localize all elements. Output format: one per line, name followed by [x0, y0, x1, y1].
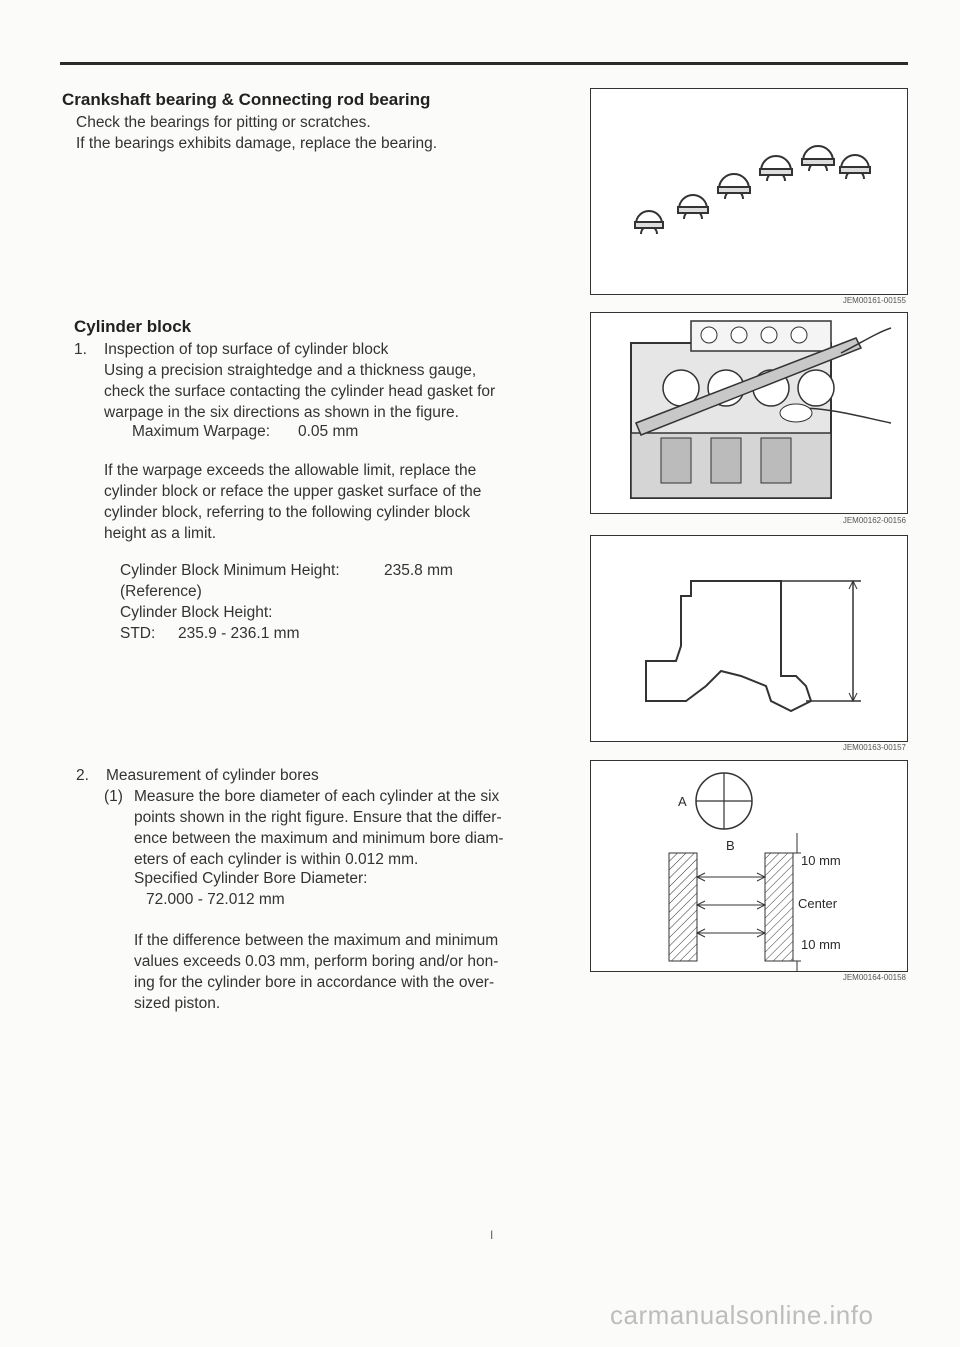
item2-body-line-1: Measure the bore diameter of each cylinder at the six	[134, 788, 500, 805]
section-title-crankshaft-bearing: Crankshaft bearing & Connecting rod bearing	[62, 90, 431, 109]
item1-body-line-2: check the surface contacting the cylinder head gasket for	[104, 383, 496, 400]
item1-number: 1.	[74, 341, 87, 358]
item1-body2-line-1: If the warpage exceeds the allowable limit, replace the	[104, 462, 477, 479]
figure3-caption: JEM00163-00157	[842, 743, 906, 752]
bearings-illustration	[591, 89, 907, 294]
figure2-caption: JEM00162-00156	[842, 516, 906, 525]
section1-line-1: Check the bearings for pitting or scratches.	[76, 114, 371, 131]
bore-label-b: B	[726, 838, 735, 853]
item1-body2-line-2: cylinder block or reface the upper gasket surface of the	[104, 483, 482, 500]
bore-label-center: Center	[798, 896, 838, 911]
item2-number: 2.	[76, 767, 89, 784]
figure-bearings	[590, 88, 908, 295]
item2-body-line-4: eters of each cylinder is within 0.012 mm.	[134, 851, 419, 868]
block-height-profile	[591, 536, 907, 741]
std-value: 235.9 - 236.1 mm	[178, 625, 300, 642]
item2-heading: Measurement of cylinder bores	[106, 767, 319, 784]
bore-diameter-label: Specified Cylinder Bore Diameter:	[134, 870, 368, 887]
bore-label-top-10mm: 10 mm	[801, 853, 841, 868]
item2-body2-line-3: ing for the cylinder bore in accordance with the over-	[134, 974, 495, 991]
item1-body2-line-3: cylinder block, referring to the following cylinder block	[104, 504, 471, 521]
cylinder-block-illustration	[591, 313, 907, 513]
bore-diameter-value: 72.000 - 72.012 mm	[146, 891, 285, 908]
section-title-cylinder-block: Cylinder block	[74, 317, 192, 336]
item2-sub-number: (1)	[104, 788, 123, 805]
bore-measurement-diagram	[591, 761, 907, 971]
top-rule	[60, 62, 908, 65]
section1-line-2: If the bearings exhibits damage, replace the bearing.	[76, 135, 438, 152]
reference-label: (Reference)	[120, 583, 202, 600]
figure-bore-measurement	[590, 760, 908, 972]
max-warpage-value: 0.05 mm	[298, 423, 359, 440]
min-height-value: 235.8 mm	[384, 562, 453, 579]
block-height-label: Cylinder Block Height:	[120, 604, 273, 621]
item2-body-line-3: ence between the maximum and minimum bore diam-	[134, 830, 504, 847]
figure-block-height	[590, 535, 908, 742]
item1-body-line-1: Using a precision straightedge and a thickness gauge,	[104, 362, 477, 379]
std-label: STD:	[120, 625, 156, 642]
item1-body-line-3: warpage in the six directions as shown in the figure.	[104, 404, 459, 421]
min-height-label: Cylinder Block Minimum Height:	[120, 562, 340, 579]
item1-heading: Inspection of top surface of cylinder block	[104, 341, 389, 358]
figure1-caption: JEM00161-00155	[842, 296, 906, 305]
item2-body2-line-1: If the difference between the maximum and minimum	[134, 932, 499, 949]
bore-label-bottom-10mm: 10 mm	[801, 937, 841, 952]
item2-body2-line-2: values exceeds 0.03 mm, perform boring and/or hon-	[134, 953, 499, 970]
item2-body-line-2: points shown in the right figure. Ensure that the differ-	[134, 809, 502, 826]
item1-body2-line-4: height as a limit.	[104, 525, 216, 542]
item2-body2-line-4: sized piston.	[134, 995, 221, 1012]
figure4-caption: JEM00164-00158	[842, 973, 906, 982]
watermark-text: carmanualsonline.info	[610, 1300, 874, 1330]
max-warpage-label: Maximum Warpage:	[132, 423, 271, 440]
page-number: I	[490, 1228, 494, 1242]
figure-straightedge-check	[590, 312, 908, 514]
bore-label-a: A	[678, 794, 687, 809]
